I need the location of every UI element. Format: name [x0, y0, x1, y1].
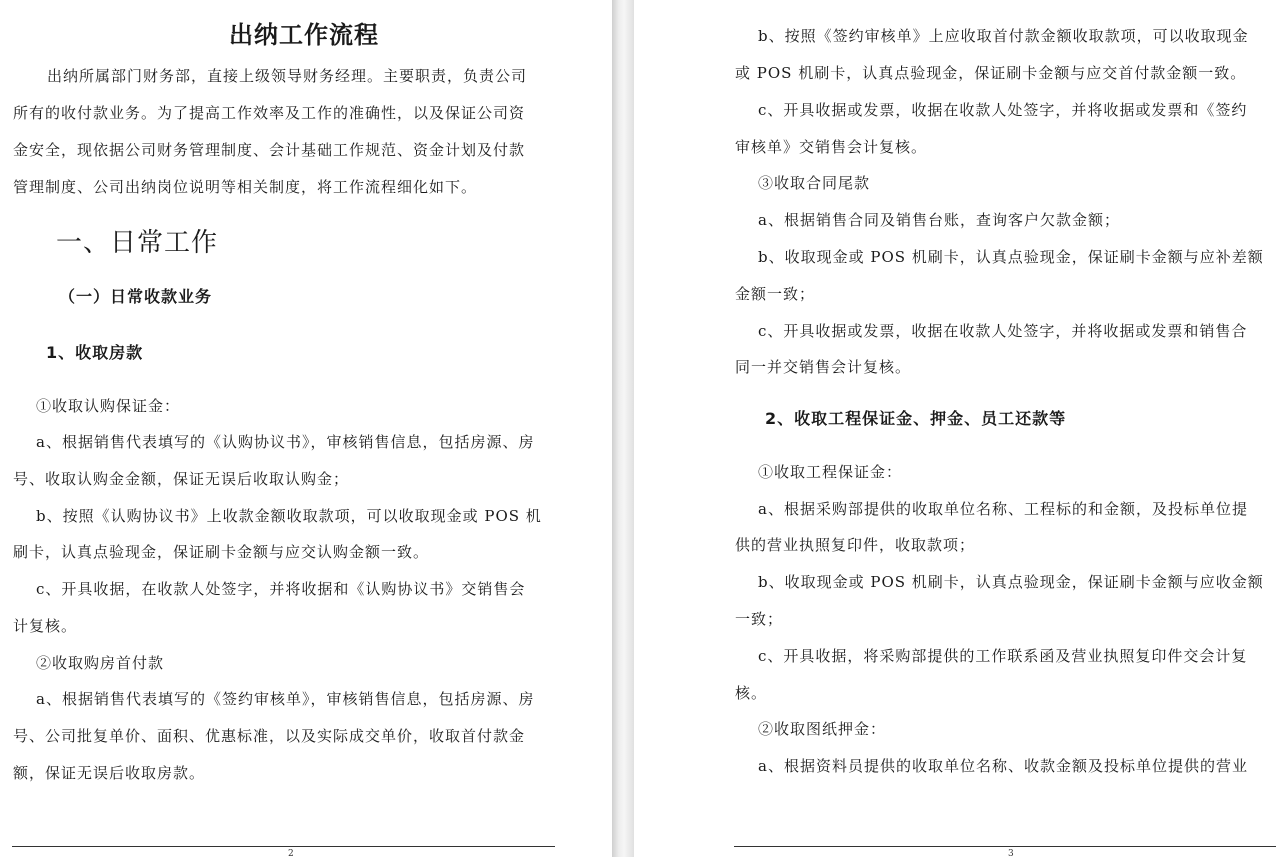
intro-line: 金安全，现依据公司财务管理制度、会计基础工作规范、资金计划及付款 [13, 141, 526, 159]
body-line: c、开具收据或发票，收据在收款人处签字，并将收据或发票和《签约 [758, 101, 1248, 119]
document-page-left [0, 0, 612, 857]
page-number: 3 [1008, 849, 1014, 857]
body-line: a、根据采购部提供的收取单位名称、工程标的和金额，及投标单位提 [758, 500, 1248, 518]
body-line: b、按照《认购协议书》上收款金额收取款项，可以收取现金或 POS 机 [36, 507, 542, 525]
page-number: 2 [288, 849, 294, 857]
body-line: ①收取认购保证金： [36, 397, 181, 415]
footer-rule [12, 846, 555, 847]
body-line: 供的营业执照复印件，收取款项； [735, 536, 976, 554]
item-heading: 1、收取房款 [46, 343, 144, 362]
body-line: ②收取图纸押金： [758, 720, 887, 738]
page-gutter [612, 0, 634, 857]
item-heading: 2、收取工程保证金、押金、员工还款等 [765, 409, 1067, 428]
watermark-text: @出纳 [1196, 784, 1239, 799]
body-line: 金额一致； [735, 285, 816, 303]
body-line: b、收取现金或 POS 机刷卡，认真点验现金，保证刷卡金额与应收金额 [758, 573, 1264, 591]
body-line: c、开具收据，在收款人处签字，并将收据和《认购协议书》交销售会 [36, 580, 526, 598]
body-line: 刷卡，认真点验现金，保证刷卡金额与应交认购金额一致。 [13, 543, 430, 561]
body-line: c、开具收据或发票，收据在收款人处签字，并将收据或发票和销售合 [758, 322, 1248, 340]
body-line: 核。 [735, 684, 768, 702]
body-line: 或 POS 机刷卡，认真点验现金，保证刷卡金额与应交首付款金额一致。 [735, 64, 1247, 82]
body-line: b、收取现金或 POS 机刷卡，认真点验现金，保证刷卡金额与应补差额 [758, 248, 1264, 266]
intro-line: 出纳所属部门财务部，直接上级领导财务经理。主要职责，负责公司 [47, 67, 528, 85]
body-line: b、按照《签约审核单》上应收取首付款金额收取款项，可以收取现金 [758, 27, 1249, 45]
intro-line: 所有的收付款业务。为了提高工作效率及工作的准确性，以及保证公司资 [13, 104, 526, 122]
subsection-heading: （一）日常收款业务 [59, 287, 213, 306]
body-line: ①收取工程保证金： [758, 463, 903, 481]
body-line: 额，保证无误后收取房款。 [13, 764, 206, 782]
section-heading: 一、日常工作 [56, 228, 219, 258]
document-title: 出纳工作流程 [229, 21, 379, 49]
body-line: 同一并交销售会计复核。 [735, 358, 912, 376]
body-line: a、根据销售合同及销售台账，查询客户欠款金额； [758, 211, 1120, 229]
document-page-right [634, 0, 1285, 857]
body-line: ③收取合同尾款 [758, 174, 871, 192]
footer-rule [734, 846, 1276, 847]
body-line: 计复核。 [13, 617, 78, 635]
body-line: a、根据销售代表填写的《签约审核单》，审核销售信息，包括房源、房 [36, 690, 535, 708]
body-line: 审核单》交销售会计复核。 [735, 138, 928, 156]
body-line: c、开具收据，将采购部提供的工作联系函及营业执照复印件交会计复 [758, 647, 1248, 665]
body-line: a、根据销售代表填写的《认购协议书》，审核销售信息，包括房源、房 [36, 433, 535, 451]
body-line: 一致； [735, 610, 784, 628]
body-line: a、根据资料员提供的收取单位名称、收款金额及投标单位提供的营业 [758, 757, 1248, 775]
body-line: 号、收取认购金金额，保证无误后收取认购金； [13, 470, 350, 488]
body-line: 号、公司批复单价、面积、优惠标准，以及实际成交单价，收取首付款金 [13, 727, 526, 745]
body-line: ②收取购房首付款 [36, 654, 165, 672]
intro-line: 管理制度、公司出纳岗位说明等相关制度，将工作流程细化如下。 [13, 178, 478, 196]
